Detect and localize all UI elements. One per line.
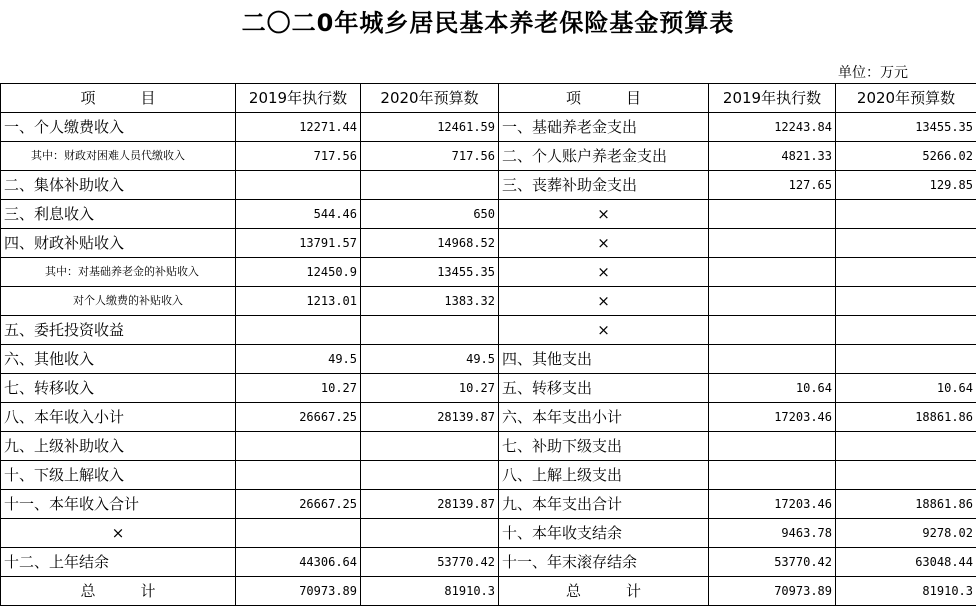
expense-item: 四、其他支出 [499, 345, 709, 374]
income-total-label: 总 计 [1, 577, 236, 606]
table-row [1, 432, 976, 461]
income-2019 [236, 461, 361, 490]
expense-2019: 17203.46 [709, 490, 836, 519]
income-2020: 28139.87 [361, 403, 499, 432]
table-row [1, 490, 976, 519]
expense-2020 [836, 345, 976, 374]
expense-2019 [709, 258, 836, 287]
table-row [1, 345, 976, 374]
unit-label: 单位：万元 [838, 65, 908, 81]
table-row [1, 403, 976, 432]
income-2019: 26667.25 [236, 490, 361, 519]
income-item: 五、委托投资收益 [1, 316, 236, 345]
table-row [1, 142, 976, 171]
table-header-row [1, 84, 976, 113]
expense-2020 [836, 229, 976, 258]
table-row [1, 229, 976, 258]
header-left-2019: 2019年执行数 [236, 84, 361, 113]
header-right-2019: 2019年执行数 [709, 84, 836, 113]
expense-2019: 12243.84 [709, 113, 836, 142]
expense-2019 [709, 316, 836, 345]
table-row [1, 258, 976, 287]
income-item-cross: × [1, 519, 236, 548]
income-2020 [361, 461, 499, 490]
income-2019 [236, 432, 361, 461]
income-total-2020: 81910.3 [361, 577, 499, 606]
table-row [1, 548, 976, 577]
expense-2019: 10.64 [709, 374, 836, 403]
expense-item: 一、基础养老金支出 [499, 113, 709, 142]
income-total-2019: 70973.89 [236, 577, 361, 606]
expense-item-cross: × [499, 316, 709, 345]
income-2019: 26667.25 [236, 403, 361, 432]
income-2020: 49.5 [361, 345, 499, 374]
income-item: 十一、本年收入合计 [1, 490, 236, 519]
income-2019: 1213.01 [236, 287, 361, 316]
expense-item: 二、个人账户养老金支出 [499, 142, 709, 171]
income-item: 其中：对基础养老金的补贴收入 [1, 258, 236, 287]
income-item: 对个人缴费的补贴收入 [1, 287, 236, 316]
expense-2020 [836, 287, 976, 316]
income-2019: 44306.64 [236, 548, 361, 577]
expense-2020: 5266.02 [836, 142, 976, 171]
expense-2020: 13455.35 [836, 113, 976, 142]
income-item: 九、上级补助收入 [1, 432, 236, 461]
expense-2019 [709, 287, 836, 316]
expense-2020: 10.64 [836, 374, 976, 403]
expense-2020: 18861.86 [836, 490, 976, 519]
expense-2019 [709, 200, 836, 229]
expense-2020 [836, 200, 976, 229]
income-2019: 49.5 [236, 345, 361, 374]
header-left-item: 项 目 [1, 84, 236, 113]
table-row [1, 200, 976, 229]
expense-2019: 53770.42 [709, 548, 836, 577]
expense-item-cross: × [499, 200, 709, 229]
expense-2019 [709, 432, 836, 461]
income-2019: 544.46 [236, 200, 361, 229]
income-item: 三、利息收入 [1, 200, 236, 229]
expense-2020 [836, 316, 976, 345]
expense-2020 [836, 258, 976, 287]
table-row [1, 519, 976, 548]
expense-item: 十一、年末滚存结余 [499, 548, 709, 577]
expense-2019: 127.65 [709, 171, 836, 200]
header-left-2020: 2020年预算数 [361, 84, 499, 113]
table-row [1, 316, 976, 345]
expense-item: 三、丧葬补助金支出 [499, 171, 709, 200]
income-2019 [236, 519, 361, 548]
expense-item: 五、转移支出 [499, 374, 709, 403]
income-item: 六、其他收入 [1, 345, 236, 374]
expense-total-2020: 81910.3 [836, 577, 976, 606]
expense-2020: 129.85 [836, 171, 976, 200]
income-2019 [236, 316, 361, 345]
expense-item-cross: × [499, 287, 709, 316]
expense-item: 十、本年收支结余 [499, 519, 709, 548]
income-2019: 13791.57 [236, 229, 361, 258]
expense-item-cross: × [499, 258, 709, 287]
income-2020: 1383.32 [361, 287, 499, 316]
income-2020: 14968.52 [361, 229, 499, 258]
expense-2019: 17203.46 [709, 403, 836, 432]
income-2020: 10.27 [361, 374, 499, 403]
income-2020: 28139.87 [361, 490, 499, 519]
income-item: 一、个人缴费收入 [1, 113, 236, 142]
table-total-row [1, 577, 976, 606]
expense-item: 六、本年支出小计 [499, 403, 709, 432]
income-2020 [361, 432, 499, 461]
expense-total-2019: 70973.89 [709, 577, 836, 606]
income-2019: 10.27 [236, 374, 361, 403]
expense-2020: 63048.44 [836, 548, 976, 577]
expense-item: 八、上解上级支出 [499, 461, 709, 490]
income-item: 八、本年收入小计 [1, 403, 236, 432]
table-row [1, 461, 976, 490]
income-item: 七、转移收入 [1, 374, 236, 403]
income-item: 四、财政补贴收入 [1, 229, 236, 258]
budget-table [0, 83, 976, 606]
income-2020: 12461.59 [361, 113, 499, 142]
expense-2019: 9463.78 [709, 519, 836, 548]
header-right-2020: 2020年预算数 [836, 84, 976, 113]
expense-2019 [709, 229, 836, 258]
expense-2019 [709, 345, 836, 374]
income-item: 十二、上年结余 [1, 548, 236, 577]
expense-item: 九、本年支出合计 [499, 490, 709, 519]
expense-2019 [709, 461, 836, 490]
expense-item-cross: × [499, 229, 709, 258]
expense-total-label: 总 计 [499, 577, 709, 606]
income-item: 二、集体补助收入 [1, 171, 236, 200]
table-row [1, 113, 976, 142]
expense-2020 [836, 432, 976, 461]
expense-2020 [836, 461, 976, 490]
income-2019 [236, 171, 361, 200]
income-2020 [361, 519, 499, 548]
income-item: 其中：财政对困难人员代缴收入 [1, 142, 236, 171]
income-item: 十、下级上解收入 [1, 461, 236, 490]
header-right-item: 项 目 [499, 84, 709, 113]
expense-item: 七、补助下级支出 [499, 432, 709, 461]
income-2019: 717.56 [236, 142, 361, 171]
table-row [1, 374, 976, 403]
income-2019: 12450.9 [236, 258, 361, 287]
income-2020 [361, 316, 499, 345]
expense-2019: 4821.33 [709, 142, 836, 171]
income-2020 [361, 171, 499, 200]
expense-2020: 9278.02 [836, 519, 976, 548]
page-title: 二〇二0年城乡居民基本养老保险基金预算表 [241, 9, 735, 37]
table-row [1, 287, 976, 316]
income-2020: 650 [361, 200, 499, 229]
income-2019: 12271.44 [236, 113, 361, 142]
expense-2020: 18861.86 [836, 403, 976, 432]
income-2020: 13455.35 [361, 258, 499, 287]
income-2020: 53770.42 [361, 548, 499, 577]
table-row [1, 171, 976, 200]
income-2020: 717.56 [361, 142, 499, 171]
